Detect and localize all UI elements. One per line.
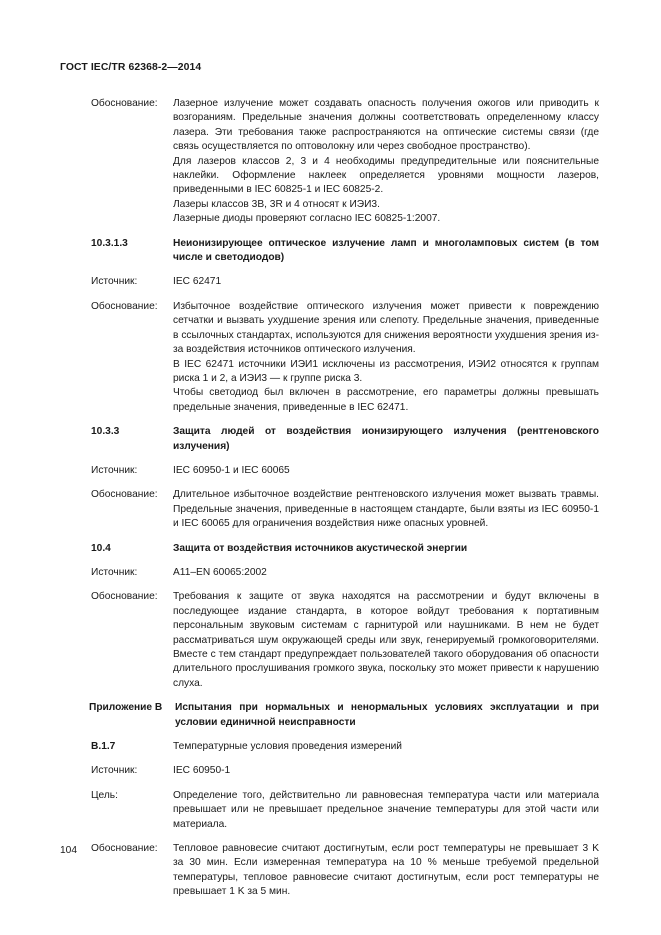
field-label: Источник: (91, 464, 138, 476)
clause-row (91, 464, 599, 478)
document-body (91, 97, 599, 910)
field-label: Обоснование: (91, 591, 158, 603)
paragraph: Лазеры классов 3B, 3R и 4 относят к ИЭИ3. (173, 198, 380, 210)
field-label: Источник: (91, 566, 138, 578)
paragraph: Определение того, действительно ли равновесная температура части или материала превышает или не превышает предельное значение температуры для этой части или материала. (173, 789, 599, 830)
field-text (173, 842, 599, 900)
paragraph: Температурные условия проведения измерений (173, 741, 402, 753)
clause-row (91, 275, 599, 289)
clause-row (91, 842, 599, 900)
field-text (173, 488, 599, 531)
clause-row (91, 97, 599, 227)
section-title (173, 237, 599, 266)
clause-row (91, 566, 599, 580)
page-number: 104 (60, 845, 77, 856)
field-label: Источник: (91, 276, 138, 288)
paragraph: Чтобы светодиод был включен в рассмотрение, его параметры должны превышать предельные значения, приведенные в IEC 62471. (173, 387, 599, 413)
field-text (173, 740, 599, 754)
field-text (173, 764, 599, 778)
paragraph: Защита от воздействия источников акустической энергии (173, 542, 468, 554)
paragraph: Испытания при нормальных и ненормальных условиях эксплуатации и при условии единичной неисправности (175, 702, 599, 728)
section-number: 10.3.3 (91, 426, 120, 438)
paragraph: Тепловое равновесие считают достигнутым, если рост температуры не превышает 3 K за 30 мин. Если измеренная температура на 10 % меньше требуемой предельной температуры, тепловое равновесие считают достигнутым, если рост температуры не превышает 1 K за 5 мин. (173, 843, 599, 898)
field-label: Обоснование: (91, 98, 158, 109)
clause-row (91, 488, 599, 531)
clause-row (91, 789, 599, 832)
field-label: Обоснование: (91, 843, 158, 855)
clause-row (91, 764, 599, 778)
section-title (173, 542, 599, 556)
section-heading (91, 701, 599, 730)
paragraph: IEC 60950-1 и IEC 60065 (173, 464, 290, 476)
section-number: 10.4 (91, 542, 111, 554)
field-label: Обоснование: (91, 300, 158, 312)
paragraph: Требования к защите от звука находятся на рассмотрении и будут включены в последующее издание стандарта, в которое войдут требования к портативным персональным звуковым системам с гарнитурой или наушниками. В нем не будет рассматриваться шум окружающей среды или звук, генерируемый громкоговорителями. Вместе с тем стандарт предупреждает пользователей такого оборудования об опасности длительного прослушивания громкого звука, поскольку это может привести к нарушению слуха. (173, 591, 599, 689)
paragraph: IEC 60950-1 (173, 765, 231, 777)
paragraph: Защита людей от воздействия ионизирующего излучения (рентгеновского излучения) (173, 426, 599, 452)
field-text (173, 566, 599, 580)
section-title (175, 701, 599, 730)
field-text (173, 275, 599, 289)
field-text (173, 590, 599, 691)
paragraph: A11–EN 60065:2002 (173, 566, 267, 578)
page-header: ГОСТ IEC/TR 62368-2—2014 (60, 62, 202, 73)
section-heading (91, 237, 599, 266)
field-label: Цель: (91, 789, 118, 801)
clause-row (91, 740, 599, 754)
paragraph: Для лазеров классов 2, 3 и 4 необходимы предупредительные или пояснительные наклейки. Оформление наклеек определяется уровнями мощности лазеров, приведенными в IEC 60825-1 и IEC 60825-2. (173, 155, 599, 196)
paragraph: В IEC 62471 источники ИЭИ1 исключены из рассмотрения, ИЭИ2 относятся к группам риска 1 и 2, а ИЭИ3 — к группе риска 3. (173, 358, 599, 384)
section-heading (91, 542, 599, 556)
paragraph: Лазерные диоды проверяют согласно IEC 60825-1:2007. (173, 213, 441, 225)
field-label: Источник: (91, 765, 138, 777)
section-number: Приложение B (89, 702, 163, 714)
field-text (173, 789, 599, 832)
paragraph: Длительное избыточное воздействие рентгеновского излучения может вызвать травмы. Предельные значения, приведенные в настоящем стандарте, были взяты из IEC 60950-1 и IEC 60065 для ограничения воздействия ниже опасных уровней. (173, 489, 599, 530)
field-label: Обоснование: (91, 489, 158, 501)
section-heading (91, 425, 599, 454)
section-number: 10.3.1.3 (91, 237, 128, 249)
field-text (173, 300, 599, 415)
field-label: B.1.7 (91, 741, 116, 753)
paragraph: IEC 62471 (173, 276, 222, 288)
clause-row (91, 300, 599, 415)
paragraph: Избыточное воздействие оптического излучения может привести к повреждению сетчатки и вызвать ухудшение зрения или слепоту. Предельные значения, приведенные в ссылочных стандартах, используются для снижения вероятности ухудшения зрения из-за воздействия источников оптического излучения. (173, 300, 599, 356)
field-text (173, 464, 599, 478)
clause-row (91, 590, 599, 691)
paragraph: Лазерное излучение может создавать опасность получения ожогов или приводить к возгораниям. Предельные значения должны соответствовать определенному классу лазера. Эти требования также распространяются на оптические системы связи (где связь осуществляется по оптоволокну или через свободное пространство). (173, 98, 599, 153)
section-title (173, 425, 599, 454)
paragraph: Неионизирующее оптическое излучение ламп и многоламповых систем (в том числе и светодиодов) (173, 237, 599, 264)
field-text (173, 97, 599, 227)
